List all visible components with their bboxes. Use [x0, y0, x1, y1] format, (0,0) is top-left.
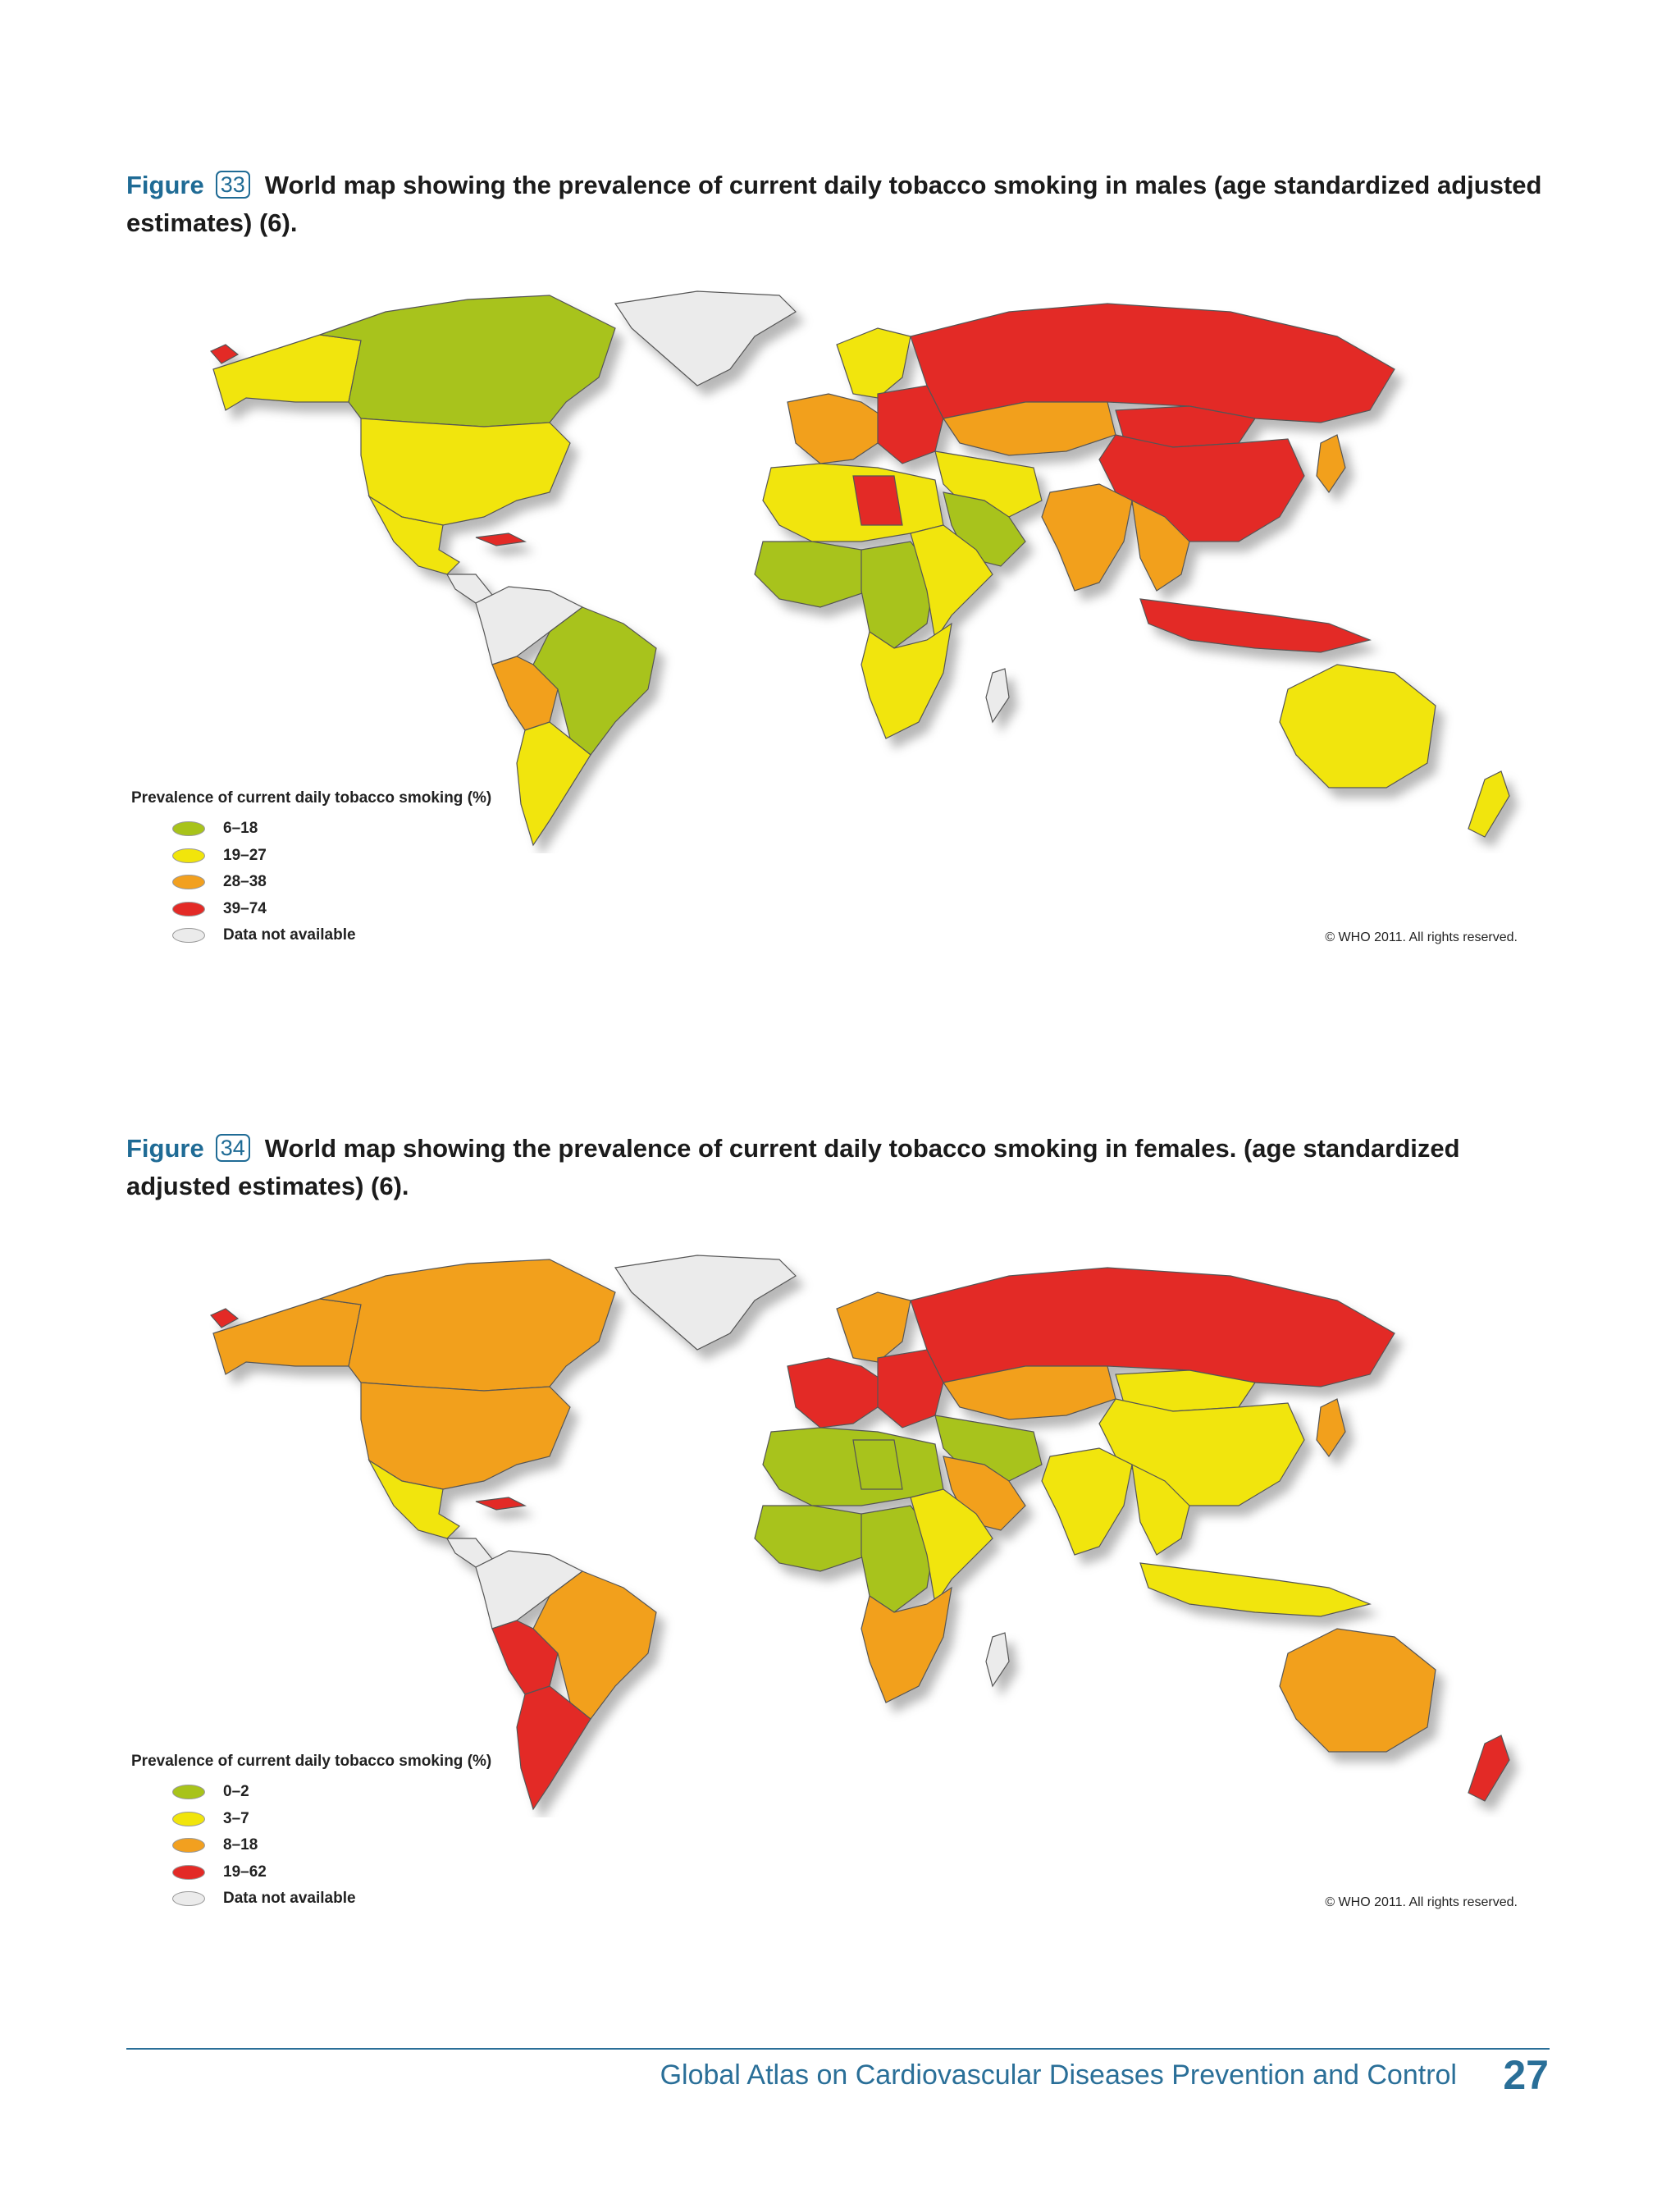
- legend-swatch: [172, 1865, 205, 1880]
- region-russia: [911, 304, 1395, 423]
- region-alaska: [213, 1299, 361, 1374]
- region-indonesia: [1140, 599, 1370, 652]
- region-japan: [1317, 435, 1345, 492]
- legend-item: [172, 1806, 491, 1833]
- map-females: [123, 1243, 1567, 1817]
- legend-swatch: [172, 1838, 205, 1853]
- region-caribbean: [476, 1497, 525, 1510]
- legend-title: Prevalence of current daily tobacco smoking (%): [131, 1753, 492, 1770]
- figure-number-badge: 33: [216, 171, 250, 199]
- copyright-notice: © WHO 2011. All rights reserved.: [1325, 930, 1518, 944]
- figure-title: World map showing the prevalence of current daily tobacco smoking in males (age standardized adjusted estimates) (6).: [126, 171, 1542, 237]
- legend-item: [172, 843, 491, 870]
- legend-swatch: [172, 1891, 205, 1906]
- region-russia: [911, 1268, 1395, 1387]
- legend-item: [172, 896, 491, 923]
- page-number: 27: [1503, 2052, 1549, 2098]
- region-japan: [1317, 1399, 1345, 1456]
- figure-34-caption: [126, 1130, 1570, 1205]
- footer-title: Global Atlas on Cardiovascular Diseases Prevention and Control: [660, 2059, 1457, 2091]
- region-greenland: [615, 1255, 796, 1350]
- region-usa: [361, 1383, 570, 1489]
- region-west-africa: [755, 542, 870, 607]
- region-india: [1042, 484, 1132, 591]
- legend-swatch: [172, 928, 205, 943]
- legend-label: Data not available: [223, 926, 356, 944]
- figure-label: Figure: [126, 171, 204, 199]
- figure-33-caption: [126, 167, 1570, 242]
- figure-label: Figure: [126, 1134, 204, 1163]
- legend-label: 39–74: [223, 899, 267, 917]
- legend-label: 3–7: [223, 1809, 249, 1827]
- legend-label: 0–2: [223, 1783, 249, 1801]
- region-usa: [361, 418, 570, 525]
- legend-label: 19–62: [223, 1863, 267, 1881]
- region-caribbean: [476, 533, 525, 546]
- region-scandinavia: [837, 328, 911, 398]
- legend-label: 19–27: [223, 846, 267, 864]
- region-north-africa: [763, 1428, 943, 1506]
- region-scandinavia: [837, 1292, 911, 1362]
- legend-item: [172, 869, 491, 896]
- legend-swatch: [172, 1785, 205, 1799]
- legend-males: [131, 789, 491, 949]
- region-iceland: [211, 1309, 238, 1328]
- legend-item: [172, 1832, 491, 1859]
- region-western-europe: [788, 394, 886, 464]
- legend-label: 8–18: [223, 1836, 258, 1854]
- legend-label: Data not available: [223, 1890, 356, 1908]
- legend-swatch: [172, 821, 205, 836]
- legend-swatch: [172, 902, 205, 917]
- region-china: [1099, 435, 1304, 542]
- region-alaska: [213, 335, 361, 410]
- figure-number-badge: 34: [216, 1134, 250, 1162]
- legend-title: Prevalence of current daily tobacco smoking (%): [131, 789, 492, 807]
- region-western-europe: [788, 1358, 886, 1428]
- legend-item: [172, 922, 491, 949]
- region-madagascar: [986, 1633, 1009, 1686]
- world-map-males: [123, 279, 1567, 853]
- region-west-africa: [755, 1506, 870, 1571]
- legend-females: [131, 1753, 491, 1913]
- region-southern-africa: [861, 624, 952, 738]
- region-canada: [320, 1259, 615, 1391]
- region-north-africa: [763, 464, 943, 542]
- region-china: [1099, 1399, 1304, 1506]
- legend-swatch: [172, 848, 205, 863]
- copyright-notice: © WHO 2011. All rights reserved.: [1325, 1895, 1518, 1909]
- map-males: [123, 279, 1567, 853]
- region-southern-africa: [861, 1588, 952, 1703]
- footer-rule: [126, 2048, 1550, 2050]
- region-new-zealand: [1468, 1735, 1509, 1801]
- region-libya: [853, 476, 902, 525]
- legend-label: 6–18: [223, 820, 258, 838]
- region-australia: [1280, 1629, 1436, 1752]
- region-canada: [320, 295, 615, 427]
- region-libya: [853, 1440, 902, 1489]
- legend-item: [172, 816, 491, 843]
- legend-item: [172, 1886, 491, 1913]
- region-greenland: [615, 291, 796, 386]
- figure-title: World map showing the prevalence of current daily tobacco smoking in females. (age standardized adjusted estimates) (6).: [126, 1134, 1460, 1200]
- region-australia: [1280, 665, 1436, 788]
- legend-swatch: [172, 1812, 205, 1826]
- region-india: [1042, 1448, 1132, 1555]
- legend-swatch: [172, 875, 205, 889]
- legend-label: 28–38: [223, 873, 267, 891]
- region-indonesia: [1140, 1563, 1370, 1616]
- world-map-females: [123, 1243, 1567, 1817]
- legend-item: [172, 1779, 491, 1806]
- region-iceland: [211, 345, 238, 363]
- region-new-zealand: [1468, 771, 1509, 837]
- region-madagascar: [986, 669, 1009, 722]
- legend-item: [172, 1859, 491, 1886]
